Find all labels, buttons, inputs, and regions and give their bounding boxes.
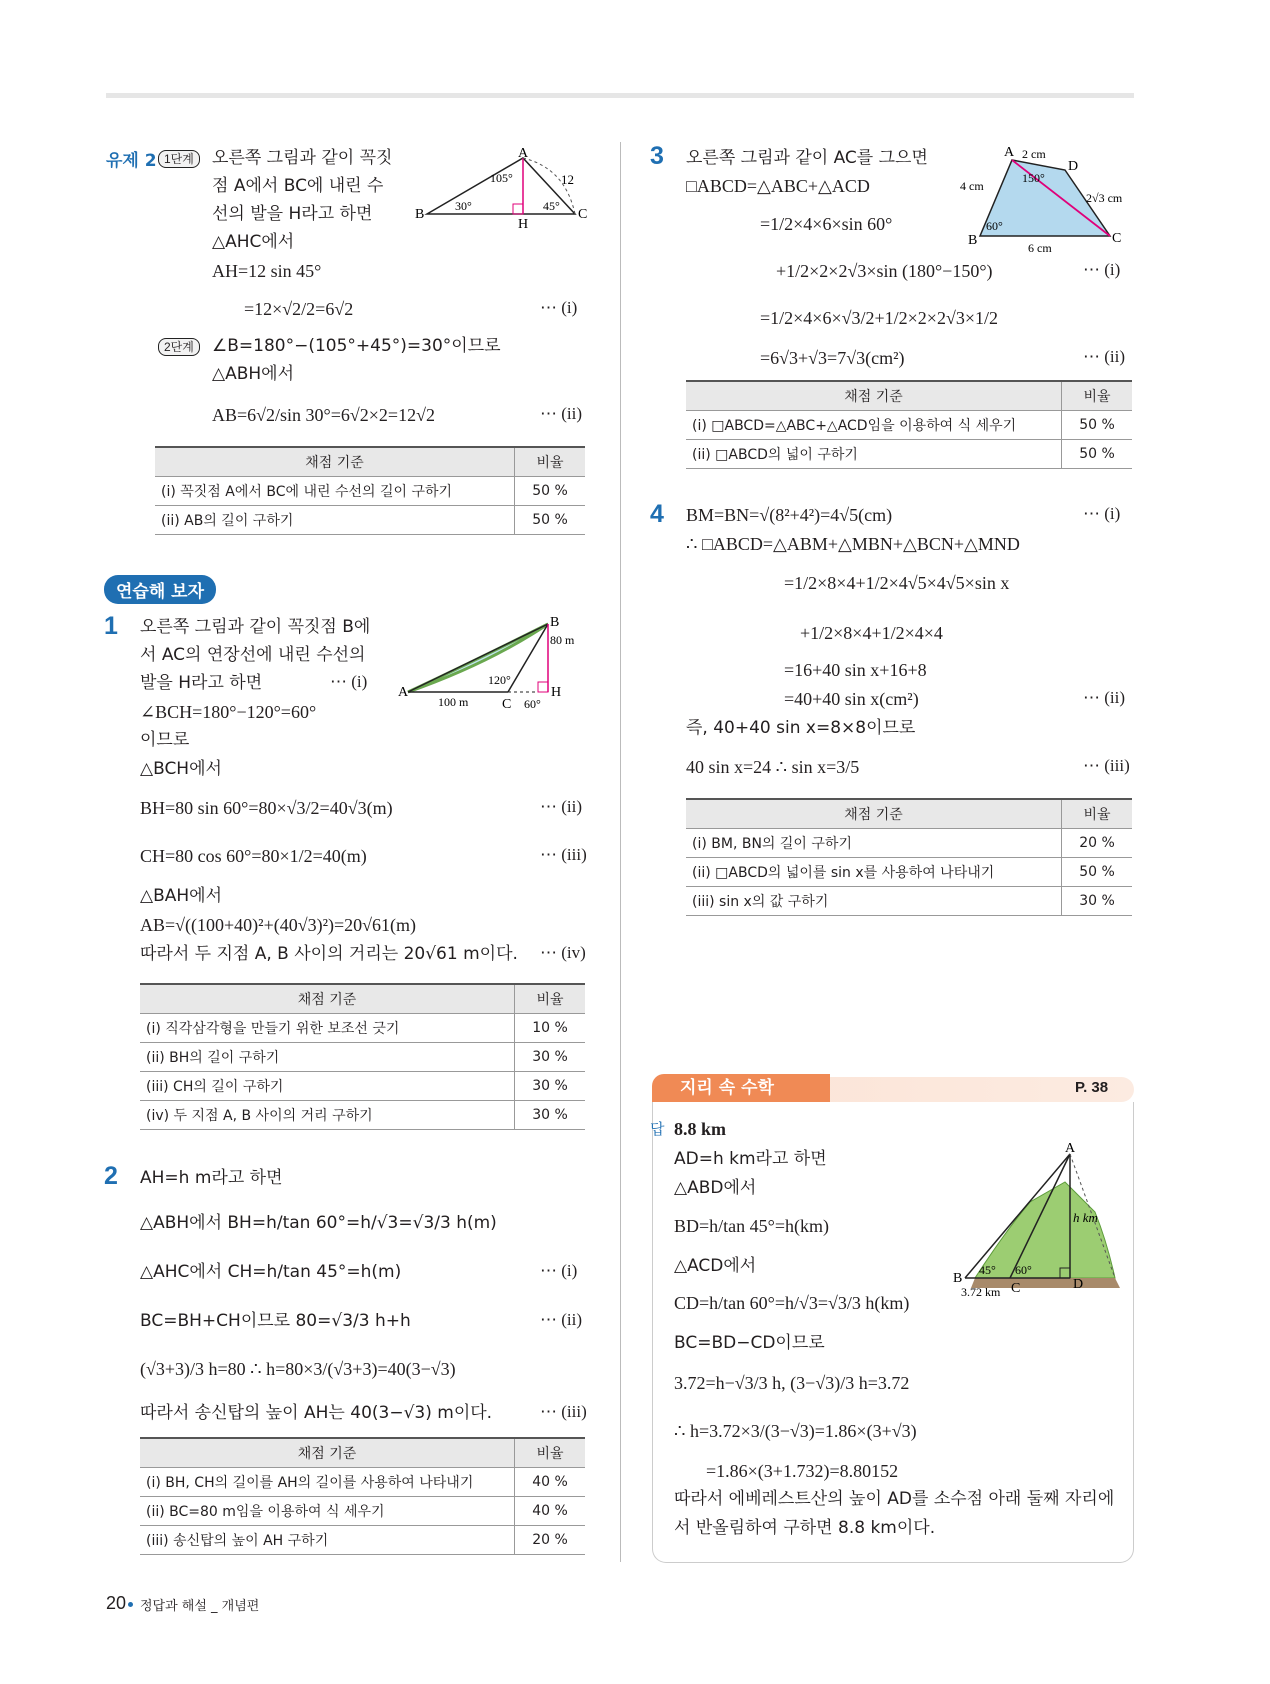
table-header: 비율 — [515, 984, 586, 1014]
table-header: 채점 기준 — [140, 1438, 515, 1468]
table-row: (ii) AB의 길이 구하기 50 % — [155, 506, 585, 535]
step2-tag: 2단계 — [158, 338, 200, 356]
p1-line: BH=80 sin 60°=80×√3/2=40√3(m) — [140, 798, 393, 818]
geo-line: ∴ h=3.72×3/(3−√3)=1.86×(3+√3) — [674, 1421, 917, 1441]
p1-line: ∠BCH=180°−120°=60° — [140, 702, 317, 722]
vertex-c: C — [502, 697, 512, 712]
table-row: (i) 꼭짓점 A에서 BC에 내린 수선의 길이 구하기 50 % — [155, 477, 585, 506]
problem-number: 1 — [104, 612, 118, 640]
geo-line: AD=h km라고 하면 — [674, 1149, 827, 1169]
geo-line: △ABD에서 — [674, 1178, 757, 1198]
problem-number: 4 — [650, 500, 664, 528]
table-header: 비율 — [1062, 381, 1133, 411]
vertex-c: C — [1011, 1281, 1021, 1296]
vertex-b: B — [953, 1271, 963, 1286]
table-header: 비율 — [515, 1438, 586, 1468]
mark-iii: ⋯ (iii) — [540, 845, 587, 864]
mark-i: ⋯ (i) — [1083, 260, 1121, 279]
mark-iv: ⋯ (iv) — [540, 943, 586, 962]
p1-line: 오른쪽 그림과 같이 꼭짓점 B에 — [140, 617, 371, 637]
vertex-a: A — [398, 685, 409, 700]
p2-line: BC=BH+CH이므로 80=√3/3 h+h — [140, 1311, 411, 1331]
mark-i: ⋯ (i) — [540, 298, 578, 317]
column-divider — [620, 142, 621, 1562]
table-header: 비율 — [1062, 799, 1133, 829]
table-row: (i) BM, BN의 길이 구하기 20 % — [686, 829, 1132, 858]
p3-line: =1/2×4×6×sin 60° — [760, 214, 893, 234]
mark-ii: ⋯ (ii) — [1083, 347, 1126, 366]
p1-line: 따라서 두 지점 A, B 사이의 거리는 20√61 m이다. — [140, 944, 518, 964]
vertex-d: D — [1073, 1277, 1084, 1292]
angle-label: 120° — [488, 673, 511, 687]
yuje2-line: 선의 발을 H라고 하면 — [212, 204, 373, 224]
p1-score-table — [140, 983, 585, 1130]
yuje2-line: ∠B=180°−(105°+45°)=30°이므로 — [212, 336, 501, 356]
footer-dot — [128, 1602, 133, 1607]
p3-line: =6√3+√3=7√3(cm²) — [760, 348, 905, 368]
angle-label: 30° — [455, 199, 472, 213]
answer-label: 답 — [650, 1120, 665, 1138]
vertex-d: D — [1068, 159, 1079, 174]
vertex-h: H — [551, 685, 562, 700]
book-title: 정답과 해설 _ 개념편 — [140, 1599, 260, 1614]
page-number: 20 — [106, 1593, 127, 1613]
vertex-b: B — [415, 207, 425, 222]
geo-page-ref: P. 38 — [1075, 1079, 1109, 1096]
problem-number: 3 — [650, 142, 664, 170]
p4-line: =40+40 sin x(cm²) — [784, 689, 919, 709]
table-row: (ii) □ABCD의 넓이를 sin x를 사용하여 나타내기 50 % — [686, 858, 1132, 887]
p4-line: =16+40 sin x+16+8 — [784, 660, 927, 680]
yuje2-label: 유제 2 — [106, 151, 157, 171]
geo-line: △ACD에서 — [674, 1256, 757, 1276]
step1-tag: 1단계 — [158, 150, 200, 168]
p4-line: BM=BN=√(8²+4²)=4√5(cm) — [686, 505, 893, 525]
p2-line: △ABH에서 BH=h/tan 60°=h/√3=√3/3 h(m) — [140, 1213, 497, 1233]
side-label: h km — [1073, 1210, 1098, 1225]
p2-line: 따라서 송신탑의 높이 AH는 40(3−√3) m이다. — [140, 1403, 493, 1423]
p1-line: AB=√((100+40)²+(40√3)²)=20√61(m) — [140, 915, 416, 935]
table-row: (ii) BC=80 m임을 이용하여 식 세우기 40 % — [140, 1497, 585, 1526]
p4-score-table — [686, 798, 1132, 916]
geo-line: 따라서 에베레스트산의 높이 AD를 소수점 아래 둘째 자리에 — [674, 1489, 1115, 1509]
mark-ii: ⋯ (ii) — [1083, 688, 1126, 707]
answer-value: 8.8 km — [674, 1119, 727, 1139]
table-row: (iii) 송신탑의 높이 AH 구하기 20 % — [140, 1526, 585, 1555]
mark-i: ⋯ (i) — [330, 672, 368, 691]
p1-line: 발을 H라고 하면 — [140, 673, 263, 693]
geo-line: =1.86×(3+1.732)=8.80152 — [706, 1461, 899, 1481]
table-header: 채점 기준 — [140, 984, 515, 1014]
p1-river-figure — [398, 614, 588, 714]
yuje2-line: △AHC에서 — [212, 232, 295, 252]
table-header: 비율 — [515, 447, 586, 477]
geo-mountain-figure — [935, 1142, 1130, 1302]
table-header: 채점 기준 — [686, 381, 1062, 411]
mark-ii: ⋯ (ii) — [540, 404, 583, 423]
p2-line: AH=h m라고 하면 — [140, 1168, 283, 1188]
angle-label: 60° — [986, 219, 1003, 233]
side-label: 2 cm — [1022, 147, 1046, 161]
side-label: 2√3 cm — [1086, 191, 1123, 205]
table-row: (i) BH, CH의 길이를 AH의 길이를 사용하여 나타내기 40 % — [140, 1468, 585, 1497]
p3-line: =1/2×4×6×√3/2+1/2×2×2√3×1/2 — [760, 308, 998, 328]
yuje2-line: 점 A에서 BC에 내린 수 — [212, 176, 384, 196]
mark-ii: ⋯ (ii) — [540, 1310, 583, 1329]
p4-line: 40 sin x=24 ∴ sin x=3/5 — [686, 757, 860, 777]
p2-line: △AHC에서 CH=h/tan 45°=h(m) — [140, 1262, 402, 1282]
table-row: (iii) sin x의 값 구하기 30 % — [686, 887, 1132, 916]
yuje2-line: =12×√2/2=6√2 — [244, 299, 354, 319]
p1-line: △BCH에서 — [140, 759, 222, 779]
p3-line: 오른쪽 그림과 같이 AC를 그으면 — [686, 148, 928, 168]
top-rule — [106, 93, 1134, 98]
side-label: 80 m — [550, 633, 575, 647]
p2-line: (√3+3)/3 h=80 ∴ h=80×3/(√3+3)=40(3−√3) — [140, 1359, 456, 1379]
yuje2-line: AB=6√2/sin 30°=6√2×2=12√2 — [212, 405, 435, 425]
p1-line: 서 AC의 연장선에 내린 수선의 — [140, 645, 366, 665]
side-label: 3.72 km — [961, 1285, 1001, 1299]
geo-line: 서 반올림하여 구하면 8.8 km이다. — [674, 1518, 936, 1538]
side-label: 12 — [561, 172, 574, 187]
mark-iii: ⋯ (iii) — [540, 1402, 587, 1421]
vertex-a: A — [518, 148, 529, 161]
p3-line: □ABCD=△ABC+△ACD — [686, 176, 870, 196]
table-row: (iv) 두 지점 A, B 사이의 거리 구하기 30 % — [140, 1101, 585, 1130]
p3-quadrilateral-figure — [960, 144, 1135, 254]
table-header: 채점 기준 — [686, 799, 1062, 829]
p4-line: ∴ □ABCD=△ABM+△MBN+△BCN+△MND — [686, 534, 1020, 554]
p1-line: △BAH에서 — [140, 886, 222, 906]
geo-line: CD=h/tan 60°=h/√3=√3/3 h(km) — [674, 1293, 910, 1313]
p1-line: 이므로 — [140, 730, 190, 750]
p3-line: +1/2×2×2√3×sin (180°−150°) — [776, 261, 993, 281]
vertex-c: C — [578, 207, 588, 222]
p2-score-table — [140, 1437, 585, 1555]
angle-label: 45° — [543, 199, 560, 213]
yuje2-score-table — [155, 446, 585, 535]
vertex-b: B — [968, 233, 978, 248]
table-row: (i) □ABCD=△ABC+△ACD임을 이용하여 식 세우기 50 % — [686, 411, 1132, 440]
mark-i: ⋯ (i) — [1083, 504, 1121, 523]
table-row: (i) 직각삼각형을 만들기 위한 보조선 긋기 10 % — [140, 1014, 585, 1043]
yuje2-line: 오른쪽 그림과 같이 꼭짓 — [212, 148, 393, 168]
p1-line: CH=80 cos 60°=80×1/2=40(m) — [140, 846, 367, 866]
vertex-h: H — [518, 217, 529, 228]
table-row: (ii) BH의 길이 구하기 30 % — [140, 1043, 585, 1072]
geo-section-title: 지리 속 수학 — [652, 1074, 830, 1102]
angle-label: 45° — [979, 1263, 996, 1277]
vertex-a: A — [1065, 1142, 1076, 1156]
mark-iii: ⋯ (iii) — [1083, 756, 1130, 775]
angle-label: 150° — [1022, 171, 1045, 185]
vertex-c: C — [1112, 231, 1122, 246]
yuje2-line: AH=12 sin 45° — [212, 261, 322, 281]
p4-line: =1/2×8×4+1/2×4√5×4√5×sin x — [784, 573, 1010, 593]
angle-label: 60° — [524, 697, 541, 711]
p4-line: +1/2×8×4+1/2×4×4 — [800, 623, 943, 643]
practice-badge: 연습해 보자 — [104, 575, 216, 604]
angle-label: 105° — [490, 171, 513, 185]
mark-ii: ⋯ (ii) — [540, 797, 583, 816]
yuje2-triangle-figure — [415, 148, 595, 228]
table-row: (iii) CH의 길이 구하기 30 % — [140, 1072, 585, 1101]
table-row: (ii) □ABCD의 넓이 구하기 50 % — [686, 440, 1132, 469]
geo-line: BD=h/tan 45°=h(km) — [674, 1216, 829, 1236]
side-label: 100 m — [438, 695, 469, 709]
vertex-a: A — [1004, 145, 1015, 160]
side-label: 6 cm — [1028, 241, 1052, 254]
side-label: 4 cm — [960, 179, 984, 193]
vertex-b: B — [550, 615, 560, 630]
angle-label: 60° — [1015, 1263, 1032, 1277]
geo-line: BC=BD−CD이므로 — [674, 1333, 825, 1353]
yuje2-line: △ABH에서 — [212, 364, 294, 384]
p3-score-table — [686, 380, 1132, 469]
table-header: 채점 기준 — [155, 447, 515, 477]
p4-line: 즉, 40+40 sin x=8×8이므로 — [686, 718, 916, 738]
mark-i: ⋯ (i) — [540, 1261, 578, 1280]
problem-number: 2 — [104, 1162, 118, 1190]
geo-line: 3.72=h−√3/3 h, (3−√3)/3 h=3.72 — [674, 1373, 910, 1393]
